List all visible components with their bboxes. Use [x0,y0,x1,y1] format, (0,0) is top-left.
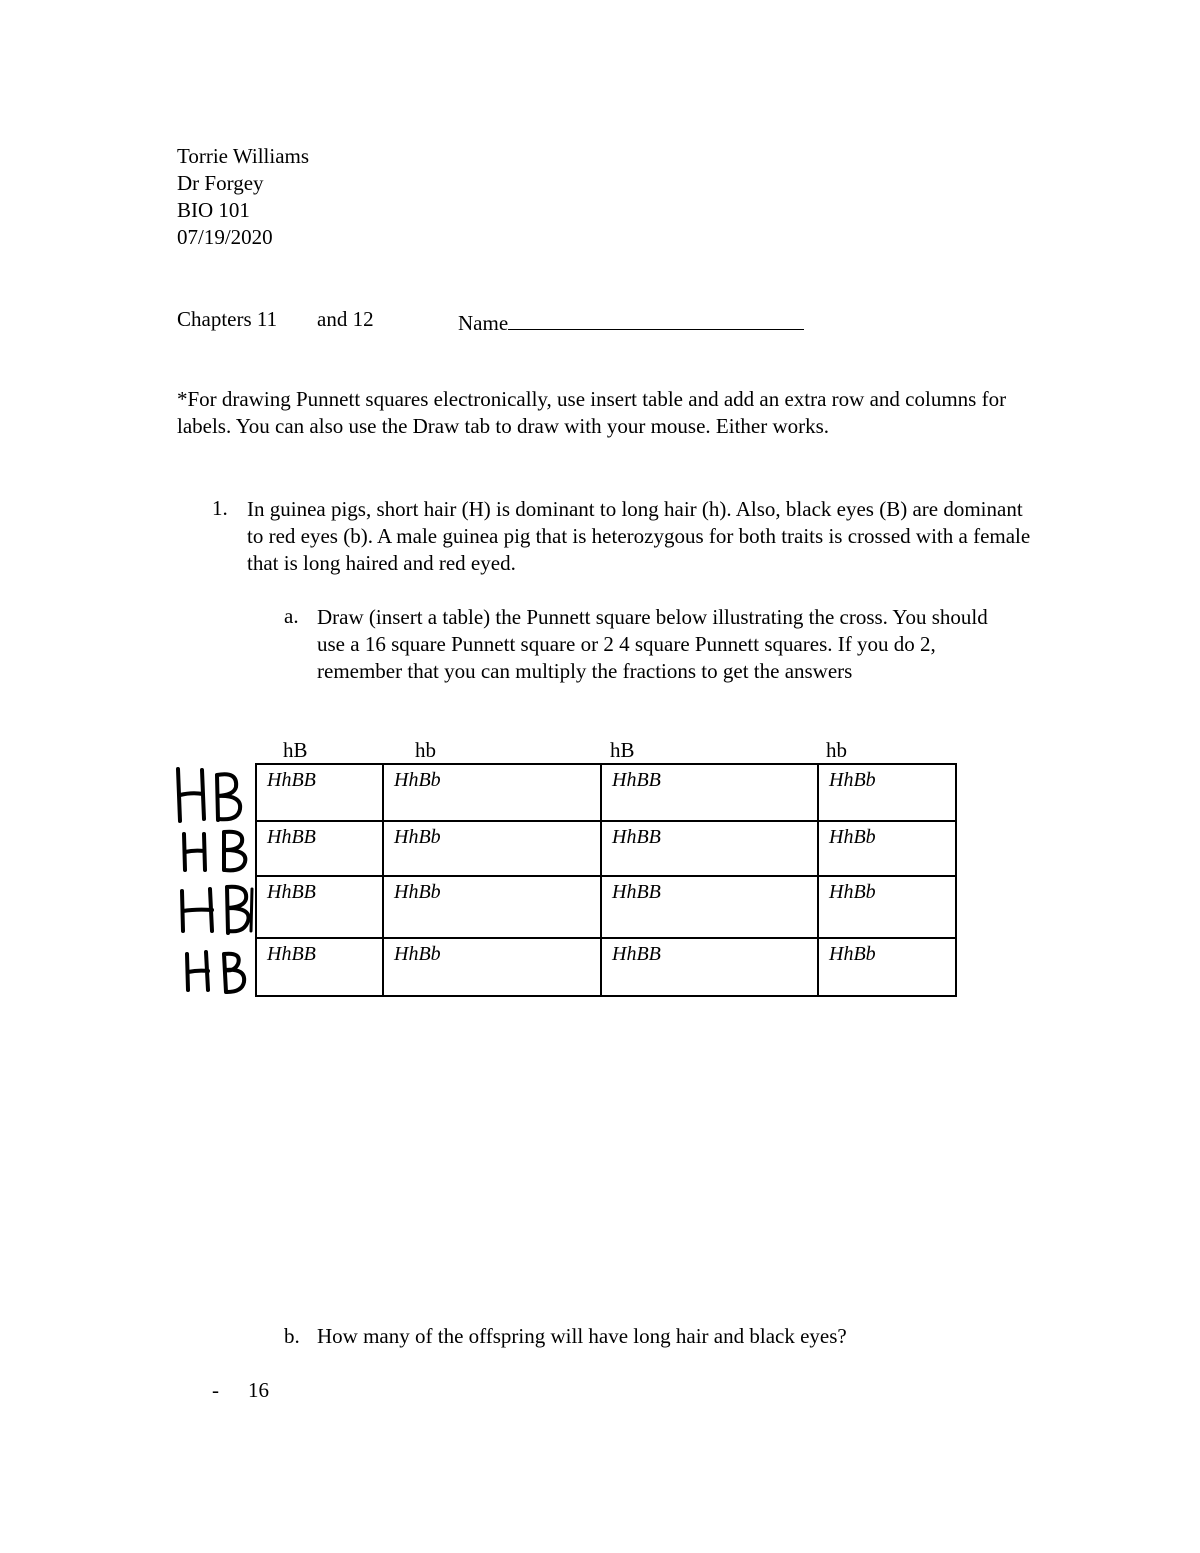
punnett-cell: HhBB [601,764,818,821]
punnett-cell: HhBB [601,876,818,938]
punnett-cell: HhBb [818,938,956,996]
answer-bullet: - [212,1378,219,1402]
column-label: hb [415,738,436,762]
part-a-text: Draw (insert a table) the Punnett square below illustrating the cross. You should use a 16 square Punnett square or 2 4 square Punnett squares. If you do 2, remember that you can multiply the fractions to get the answers [317,605,988,683]
punnett-cell: HhBB [601,938,818,996]
punnett-cell: HhBb [383,821,601,876]
punnett-cell: HhBb [818,876,956,938]
punnett-cell: HhBB [256,938,383,996]
punnett-cell: HhBb [383,876,601,938]
handwritten-hb-mark [172,765,252,823]
table-row [256,938,956,996]
punnett-cell: HhBb [818,821,956,876]
punnett-cell: HhBB [256,764,383,821]
course-code: BIO 101 [177,198,250,222]
part-a-letter: a. [284,604,299,628]
punnett-square-table [255,763,957,997]
column-label: hb [826,738,847,762]
name-blank-line [508,307,804,330]
handwritten-hb-mark [172,946,252,998]
date: 07/19/2020 [177,225,273,249]
row-label-handwritten [172,765,252,829]
table-row [256,821,956,876]
punnett-cell: HhBB [256,821,383,876]
chapters-label: Chapters 11 [177,307,278,331]
punnett-cell: HhBb [383,938,601,996]
table-row [256,764,956,821]
punnett-cell: HhBb [818,764,956,821]
table-row [256,876,956,938]
column-label: hB [283,738,308,762]
name-field[interactable] [458,307,804,336]
student-name: Torrie Williams [177,144,310,168]
chapters-and-label: and 12 [317,307,374,331]
question-text: In guinea pigs, short hair (H) is dominant to long hair (h). Also, black eyes (B) are dominant to red eyes (b). A male guinea pig that is heterozygous for both traits is crossed with a female that is long haired and red eyed. [247,497,1031,575]
instructions-paragraph: *For drawing Punnett squares electronically, use insert table and add an extra row and columns for labels. You can also use the Draw tab to draw with your mouse. Either works. [177,387,1007,438]
handwritten-hb-mark [172,881,256,937]
instructor-name: Dr Forgey [177,171,264,195]
row-label-handwritten [172,946,252,1004]
part-b-text: How many of the offspring will have long hair and black eyes? [317,1324,847,1348]
name-label: Name [458,311,509,335]
question-number: 1. [212,496,228,520]
row-label-handwritten [172,881,256,943]
column-label: hB [610,738,635,762]
punnett-cell: HhBb [383,764,601,821]
answer-value: 16 [248,1378,269,1402]
part-b-letter: b. [284,1324,300,1348]
punnett-cell: HhBB [256,876,383,938]
punnett-cell: HhBB [601,821,818,876]
row-label-handwritten [172,826,252,882]
handwritten-hb-mark [172,826,252,876]
